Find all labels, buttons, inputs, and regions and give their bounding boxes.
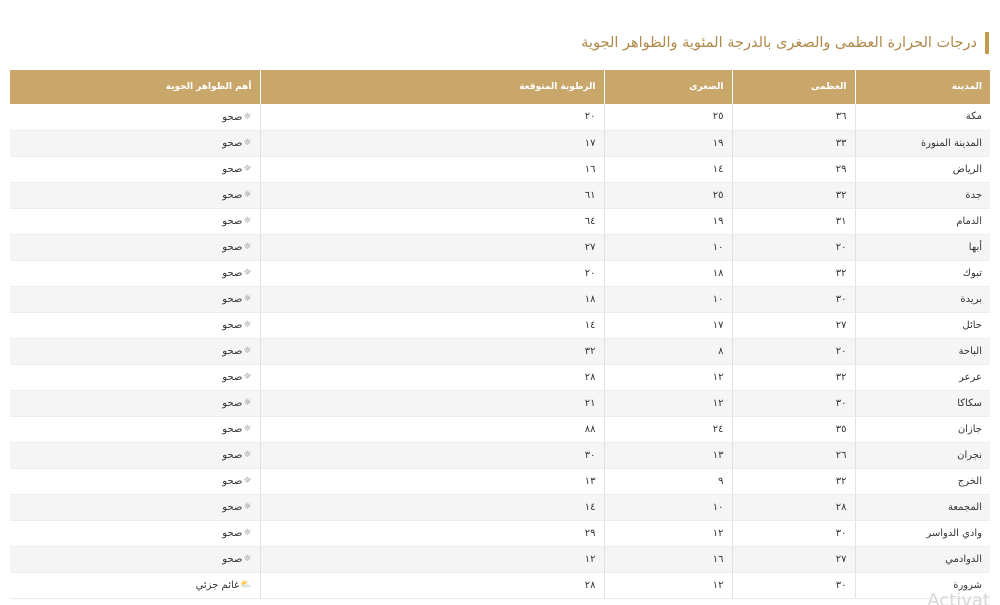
weather-cell (10, 338, 260, 364)
weather-cell (10, 390, 260, 416)
min-temp-cell: ١٩ (604, 130, 732, 156)
weather-label: صحو (222, 163, 243, 175)
max-temp-cell: ٢٨ (732, 494, 855, 520)
table-header-row (10, 70, 990, 104)
humidity-cell: ٢٩ (260, 520, 604, 546)
sun-icon: ☼ (243, 216, 252, 227)
weather-label: صحو (222, 371, 243, 383)
city-cell: عرعر (855, 364, 990, 390)
sun-icon: ☼ (243, 502, 252, 513)
min-temp-cell: ١٠ (604, 234, 732, 260)
weather-label: صحو (222, 475, 243, 487)
weather-condition (222, 450, 251, 461)
title-accent-bar (985, 32, 989, 54)
max-temp-cell: ٣٢ (732, 364, 855, 390)
max-temp-cell: ٢٩ (732, 156, 855, 182)
sun-icon: ☼ (243, 346, 252, 357)
max-temp-cell: ٣٦ (732, 104, 855, 130)
weather-cell (10, 546, 260, 572)
table-row (10, 520, 990, 546)
weather-label: صحو (222, 215, 243, 227)
table-row (10, 312, 990, 338)
min-temp-cell: ١٤ (604, 156, 732, 182)
min-temp-cell: ٢٤ (604, 416, 732, 442)
weather-condition (222, 138, 251, 149)
max-temp-cell: ٢٠ (732, 338, 855, 364)
table-row (10, 260, 990, 286)
max-temp-cell: ٢٧ (732, 312, 855, 338)
table-row (10, 494, 990, 520)
table-row (10, 130, 990, 156)
city-cell: الباحة (855, 338, 990, 364)
humidity-cell: ٢٨ (260, 572, 604, 598)
weather-condition (222, 216, 251, 227)
weather-label: صحو (222, 293, 243, 305)
weather-cell (10, 572, 260, 598)
section-title-bar (581, 31, 989, 55)
weather-cell (10, 286, 260, 312)
min-temp-cell: ٢٥ (604, 182, 732, 208)
min-temp-cell: ١٣ (604, 442, 732, 468)
section-title: درجات الحرارة العظمى والصغرى بالدرجة المئوية والظواهر الجوية (581, 35, 977, 51)
sun-icon: ☼ (243, 528, 252, 539)
table-row (10, 338, 990, 364)
weather-label: صحو (222, 423, 243, 435)
table-row (10, 468, 990, 494)
humidity-cell: ٢١ (260, 390, 604, 416)
max-temp-cell: ٣٠ (732, 390, 855, 416)
sun-icon: ☼ (243, 112, 252, 122)
table-row (10, 286, 990, 312)
weather-condition (222, 294, 251, 305)
weather-label: صحو (222, 501, 243, 513)
city-cell: جازان (855, 416, 990, 442)
city-cell: مكة (855, 104, 990, 130)
max-temp-cell: ٣٣ (732, 130, 855, 156)
min-temp-cell: ١٢ (604, 364, 732, 390)
weather-condition (222, 190, 251, 201)
table-row (10, 442, 990, 468)
weather-label: صحو (222, 553, 243, 565)
city-cell: بريدة (855, 286, 990, 312)
humidity-cell: ٦١ (260, 182, 604, 208)
min-temp-cell: ١٦ (604, 546, 732, 572)
humidity-cell: ٦٤ (260, 208, 604, 234)
sun-icon: ☼ (243, 242, 252, 253)
city-cell: الدمام (855, 208, 990, 234)
humidity-cell: ١٤ (260, 494, 604, 520)
sun-icon: ☼ (243, 424, 252, 435)
city-cell: تبوك (855, 260, 990, 286)
humidity-cell: ١٤ (260, 312, 604, 338)
weather-cell (10, 182, 260, 208)
sun-icon: ☼ (243, 138, 252, 149)
min-temp-cell: ١٩ (604, 208, 732, 234)
weather-label: صحو (222, 267, 243, 279)
min-temp-cell: ١٢ (604, 390, 732, 416)
city-cell: المجمعة (855, 494, 990, 520)
max-temp-cell: ٢٠ (732, 234, 855, 260)
table-row (10, 390, 990, 416)
weather-label: صحو (222, 319, 243, 331)
humidity-cell: ٢٠ (260, 260, 604, 286)
weather-label: صحو (222, 527, 243, 539)
table-row (10, 364, 990, 390)
weather-cell (10, 520, 260, 546)
table-row (10, 104, 990, 130)
max-temp-cell: ٣٢ (732, 182, 855, 208)
weather-cell (10, 494, 260, 520)
weather-cell (10, 234, 260, 260)
min-temp-cell: ١٢ (604, 572, 732, 598)
weather-cell (10, 130, 260, 156)
weather-condition (222, 476, 251, 487)
table-row (10, 208, 990, 234)
weather-label: صحو (222, 189, 243, 201)
table-row (10, 416, 990, 442)
sun-icon: ☼ (243, 190, 252, 201)
city-cell: جدة (855, 182, 990, 208)
weather-cell (10, 260, 260, 286)
weather-condition (222, 346, 251, 357)
max-temp-cell: ٢٦ (732, 442, 855, 468)
weather-label: صحو (222, 345, 243, 357)
weather-label: صحو (222, 449, 243, 461)
max-temp-cell: ٣٢ (732, 468, 855, 494)
humidity-cell: ١٧ (260, 130, 604, 156)
min-temp-cell: ١٠ (604, 494, 732, 520)
humidity-cell: ١٣ (260, 468, 604, 494)
weather-condition (222, 528, 251, 539)
weather-label: غائم جزئي (195, 579, 240, 591)
city-cell: المدينة المنورة (855, 130, 990, 156)
max-temp-cell: ٣١ (732, 208, 855, 234)
min-temp-cell: ٩ (604, 468, 732, 494)
table-row (10, 572, 990, 598)
sun-icon: ☼ (243, 320, 252, 331)
weather-table-wrapper (10, 70, 990, 599)
humidity-cell: ٨٨ (260, 416, 604, 442)
city-cell: نجران (855, 442, 990, 468)
weather-cell (10, 156, 260, 182)
sun-icon: ☼ (243, 268, 252, 279)
sun-icon: ☼ (243, 372, 252, 383)
partly-cloudy-icon: ⛅ (240, 580, 252, 591)
humidity-cell: ٢٧ (260, 234, 604, 260)
max-temp-cell: ٣٠ (732, 572, 855, 598)
weather-condition (222, 372, 251, 383)
max-temp-cell: ٣٠ (732, 286, 855, 312)
city-cell: الخرج (855, 468, 990, 494)
weather-condition (196, 580, 252, 591)
max-temp-cell: ٣٥ (732, 416, 855, 442)
city-cell: الرياض (855, 156, 990, 182)
min-temp-cell: ٢٥ (604, 104, 732, 130)
weather-table (10, 70, 990, 599)
sun-icon: ☼ (243, 476, 252, 487)
city-cell: سكاكا (855, 390, 990, 416)
weather-condition (222, 424, 251, 435)
weather-cell (10, 468, 260, 494)
city-cell: حائل (855, 312, 990, 338)
weather-label: صحو (222, 137, 243, 149)
table-row (10, 234, 990, 260)
weather-condition (222, 242, 251, 253)
max-temp-cell: ٣٢ (732, 260, 855, 286)
city-cell: وادي الدواسر (855, 520, 990, 546)
weather-label: صحو (222, 241, 243, 253)
weather-condition (222, 268, 251, 279)
column-header-weather: أهم الظواهر الجوية (165, 82, 252, 92)
weather-label: صحو (222, 397, 243, 409)
humidity-cell: ١٢ (260, 546, 604, 572)
sun-icon: ☼ (243, 398, 252, 409)
weather-cell (10, 442, 260, 468)
column-header-humidity: الرطوبة المتوقعة (260, 70, 604, 104)
min-temp-cell: ١٨ (604, 260, 732, 286)
weather-condition (222, 554, 251, 565)
humidity-cell: ٣٢ (260, 338, 604, 364)
humidity-cell: ١٨ (260, 286, 604, 312)
humidity-cell: ٢٨ (260, 364, 604, 390)
weather-condition (222, 398, 251, 409)
weather-label: صحو (222, 111, 243, 123)
weather-cell (10, 104, 260, 130)
max-temp-cell: ٢٧ (732, 546, 855, 572)
city-cell: أبها (855, 234, 990, 260)
weather-cell (10, 364, 260, 390)
column-header-max: العظمى (732, 70, 855, 104)
table-row (10, 546, 990, 572)
column-header-city: المدينة (855, 70, 990, 104)
sun-icon: ☼ (243, 294, 252, 305)
weather-cell (10, 208, 260, 234)
activation-watermark: Activat (927, 590, 990, 605)
weather-condition (222, 164, 251, 175)
min-temp-cell: ٨ (604, 338, 732, 364)
weather-cell (10, 416, 260, 442)
min-temp-cell: ١٠ (604, 286, 732, 312)
city-cell: شرورة (855, 572, 990, 598)
sun-icon: ☼ (243, 164, 252, 175)
weather-cell (10, 312, 260, 338)
sun-icon: ☼ (243, 554, 252, 565)
min-temp-cell: ١٢ (604, 520, 732, 546)
humidity-cell: ٣٠ (260, 442, 604, 468)
sun-icon: ☼ (243, 450, 252, 461)
table-row (10, 182, 990, 208)
max-temp-cell: ٣٠ (732, 520, 855, 546)
weather-condition (222, 320, 251, 331)
min-temp-cell: ١٧ (604, 312, 732, 338)
humidity-cell: ١٦ (260, 156, 604, 182)
table-row (10, 156, 990, 182)
humidity-cell: ٢٠ (260, 104, 604, 130)
column-header-min: الصغرى (604, 70, 732, 104)
weather-condition (222, 112, 251, 123)
table-body (10, 104, 990, 598)
weather-condition (222, 502, 251, 513)
city-cell: الدوادمي (855, 546, 990, 572)
